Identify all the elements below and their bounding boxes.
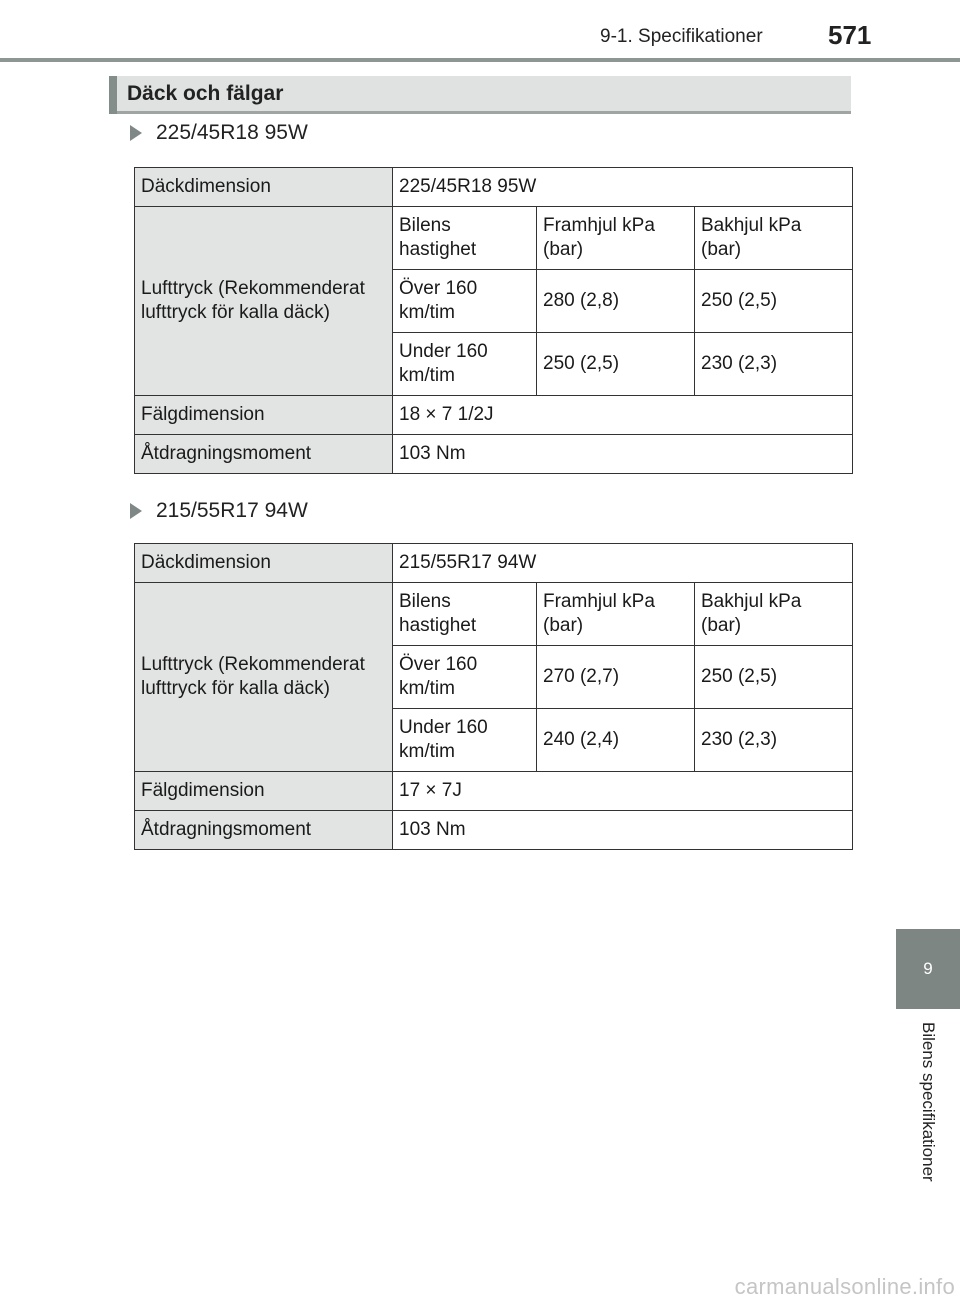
spec-table-2 [134, 543, 853, 850]
torque-label: Åtdragningsmoment [135, 435, 393, 474]
col-rear-header: Bakhjul kPa (bar) [695, 583, 853, 646]
tire-size-value: 215/55R17 94W [393, 544, 853, 583]
section-title: Däck och fälgar [127, 82, 284, 105]
table-row [135, 811, 853, 850]
section-banner [109, 76, 851, 114]
banner-accent-bar [109, 76, 117, 114]
table-row [135, 772, 853, 811]
table-row [135, 544, 853, 583]
col-speed-header: Bilens hastighet [393, 207, 537, 270]
front-pressure-over: 270 (2,7) [537, 646, 695, 709]
col-front-header: Framhjul kPa (bar) [537, 207, 695, 270]
watermark: carmanualsonline.info [734, 1274, 955, 1299]
col-front-header: Framhjul kPa (bar) [537, 583, 695, 646]
speed-under-label: Under 160 km/tim [393, 333, 537, 396]
speed-over-label: Över 160 km/tim [393, 270, 537, 333]
tire-size-value: 225/45R18 95W [393, 168, 853, 207]
speed-under-label: Under 160 km/tim [393, 709, 537, 772]
pressure-label: Lufttryck (Rekommenderat lufttryck för kalla däck) [135, 583, 393, 772]
table-row [135, 435, 853, 474]
chapter-side-label-text: Bilens specifikationer [919, 1022, 938, 1182]
wheel-size-value: 18 × 7 1/2J [393, 396, 853, 435]
wheel-size-value: 17 × 7J [393, 772, 853, 811]
triangle-bullet-icon [130, 503, 142, 519]
subheading-tire-2 [130, 499, 308, 523]
front-pressure-under: 240 (2,4) [537, 709, 695, 772]
torque-value: 103 Nm [393, 811, 853, 850]
header-rule [0, 58, 960, 62]
pressure-label: Lufttryck (Rekommenderat lufttryck för kalla däck) [135, 207, 393, 396]
rear-pressure-under: 230 (2,3) [695, 709, 853, 772]
wheel-size-label: Fälgdimension [135, 396, 393, 435]
col-speed-header: Bilens hastighet [393, 583, 537, 646]
table-row [135, 583, 853, 646]
col-rear-header: Bakhjul kPa (bar) [695, 207, 853, 270]
triangle-bullet-icon [130, 125, 142, 141]
speed-over-label: Över 160 km/tim [393, 646, 537, 709]
subheading-tire-1 [130, 121, 308, 145]
page-number: 571 [828, 20, 872, 50]
front-pressure-under: 250 (2,5) [537, 333, 695, 396]
tire-size-label: Däckdimension [135, 168, 393, 207]
chapter-tab[interactable]: 9 [896, 929, 960, 1009]
front-pressure-over: 280 (2,8) [537, 270, 695, 333]
table-row [135, 396, 853, 435]
header-section-title: 9-1. Specifikationer [600, 26, 763, 47]
table-row [135, 207, 853, 270]
table-row [135, 168, 853, 207]
subheading-text: 225/45R18 95W [156, 121, 308, 144]
torque-value: 103 Nm [393, 435, 853, 474]
wheel-size-label: Fälgdimension [135, 772, 393, 811]
torque-label: Åtdragningsmoment [135, 811, 393, 850]
subheading-text: 215/55R17 94W [156, 499, 308, 522]
spec-table-1 [134, 167, 853, 474]
rear-pressure-over: 250 (2,5) [695, 646, 853, 709]
rear-pressure-under: 230 (2,3) [695, 333, 853, 396]
tire-size-label: Däckdimension [135, 544, 393, 583]
rear-pressure-over: 250 (2,5) [695, 270, 853, 333]
chapter-side-label [896, 1022, 960, 1212]
